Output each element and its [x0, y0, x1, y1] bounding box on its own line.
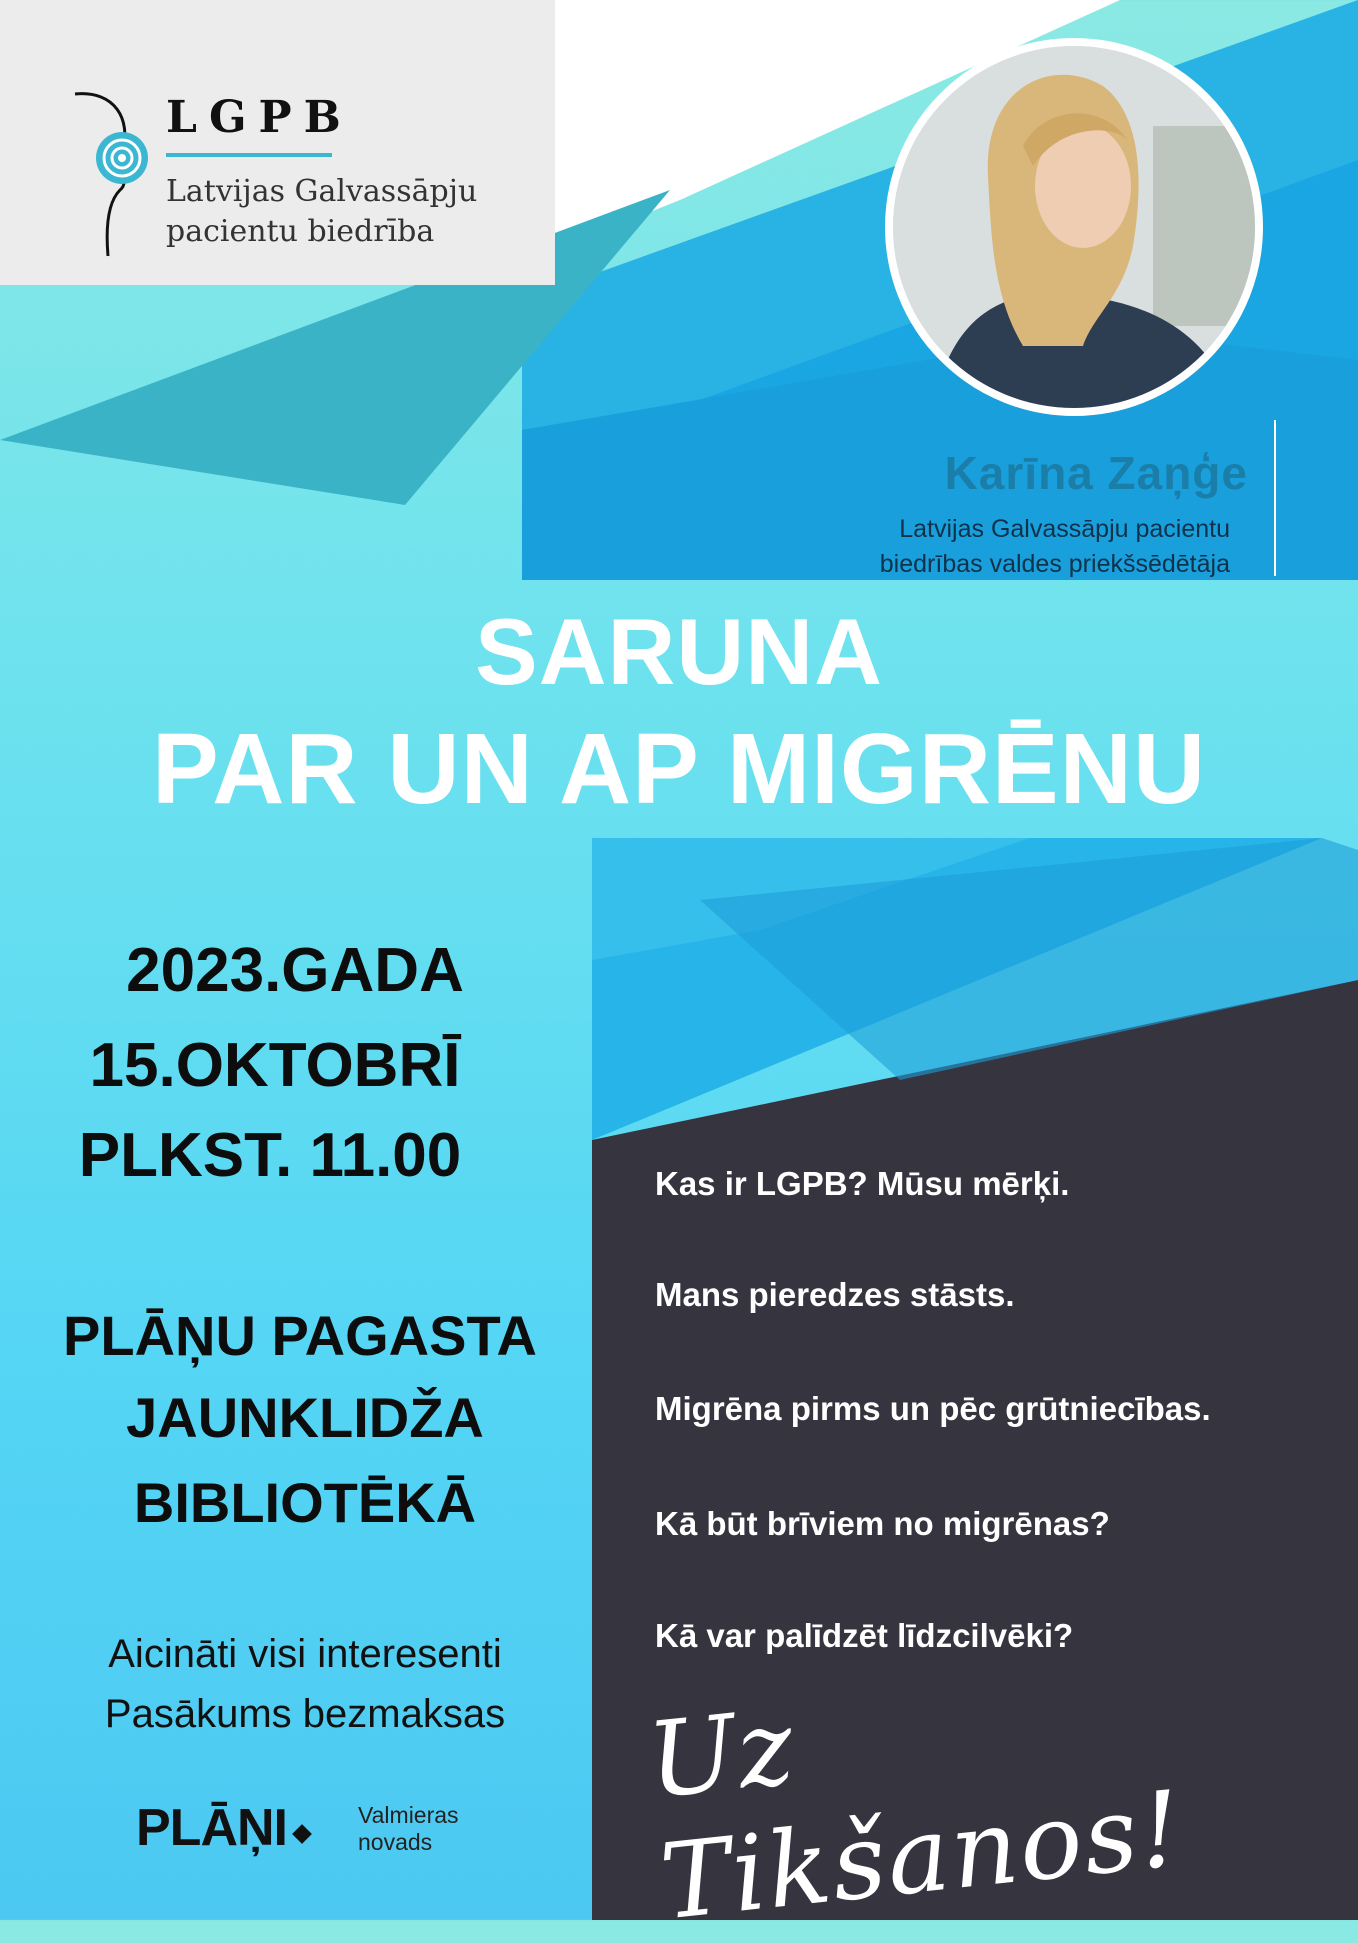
topic-item: Mans pieredzes stāsts. — [655, 1276, 1015, 1313]
event-date-day: 15.OKTOBRĪ — [89, 1031, 461, 1100]
title-line-1: SARUNA — [474, 599, 884, 704]
sponsor-logo — [136, 1798, 309, 1858]
logo-organization-name: Latvijas Galvassāpju pacientu biedrība — [166, 174, 478, 249]
event-venue-line-2: JAUNKLIDŽA — [126, 1386, 484, 1449]
invitation-line-1: Aicināti visi interesenti — [108, 1632, 502, 1676]
topic-item: Kā būt brīviem no migrēnas? — [655, 1505, 1110, 1542]
topic-item: Migrēna pirms un pēc grūtniecības. — [655, 1390, 1211, 1427]
invitation-line-2: Pasākums bezmaksas — [104, 1692, 506, 1736]
speaker-role: Latvijas Galvassāpju pacientu biedrības valdes priekšsēdētāja — [879, 515, 1230, 578]
sponsor-brand: PLĀŅI — [136, 1799, 287, 1857]
head-profile-icon — [70, 90, 160, 260]
diamond-icon — [292, 1824, 312, 1844]
logo-underline — [166, 153, 332, 157]
speaker-photo — [885, 38, 1263, 416]
speaker-divider — [1274, 420, 1276, 576]
sponsor-region: Valmieras novads — [358, 1802, 459, 1855]
event-venue-line-1: PLĀŅU PAGASTA — [63, 1304, 537, 1367]
topic-item: Kā var palīdzēt līdzcilvēki? — [655, 1617, 1074, 1654]
logo-abbreviation: LGPB — [166, 92, 353, 143]
topic-item: Kas ir LGPB? Mūsu mērķi. — [655, 1165, 1070, 1202]
speaker-portrait-icon — [893, 46, 1255, 408]
speaker-name: Karīna Zaņģe — [944, 447, 1248, 499]
event-date-year: 2023.GADA — [126, 936, 464, 1005]
logo-box — [0, 0, 555, 285]
event-time: PLKST. 11.00 — [78, 1121, 462, 1190]
title-line-2: PAR UN AP MIGRĒNU — [151, 713, 1207, 825]
event-venue-line-3: BIBLIOTĒKĀ — [133, 1471, 477, 1534]
signoff-text: Uz Tikšanos! — [642, 1685, 1189, 1943]
